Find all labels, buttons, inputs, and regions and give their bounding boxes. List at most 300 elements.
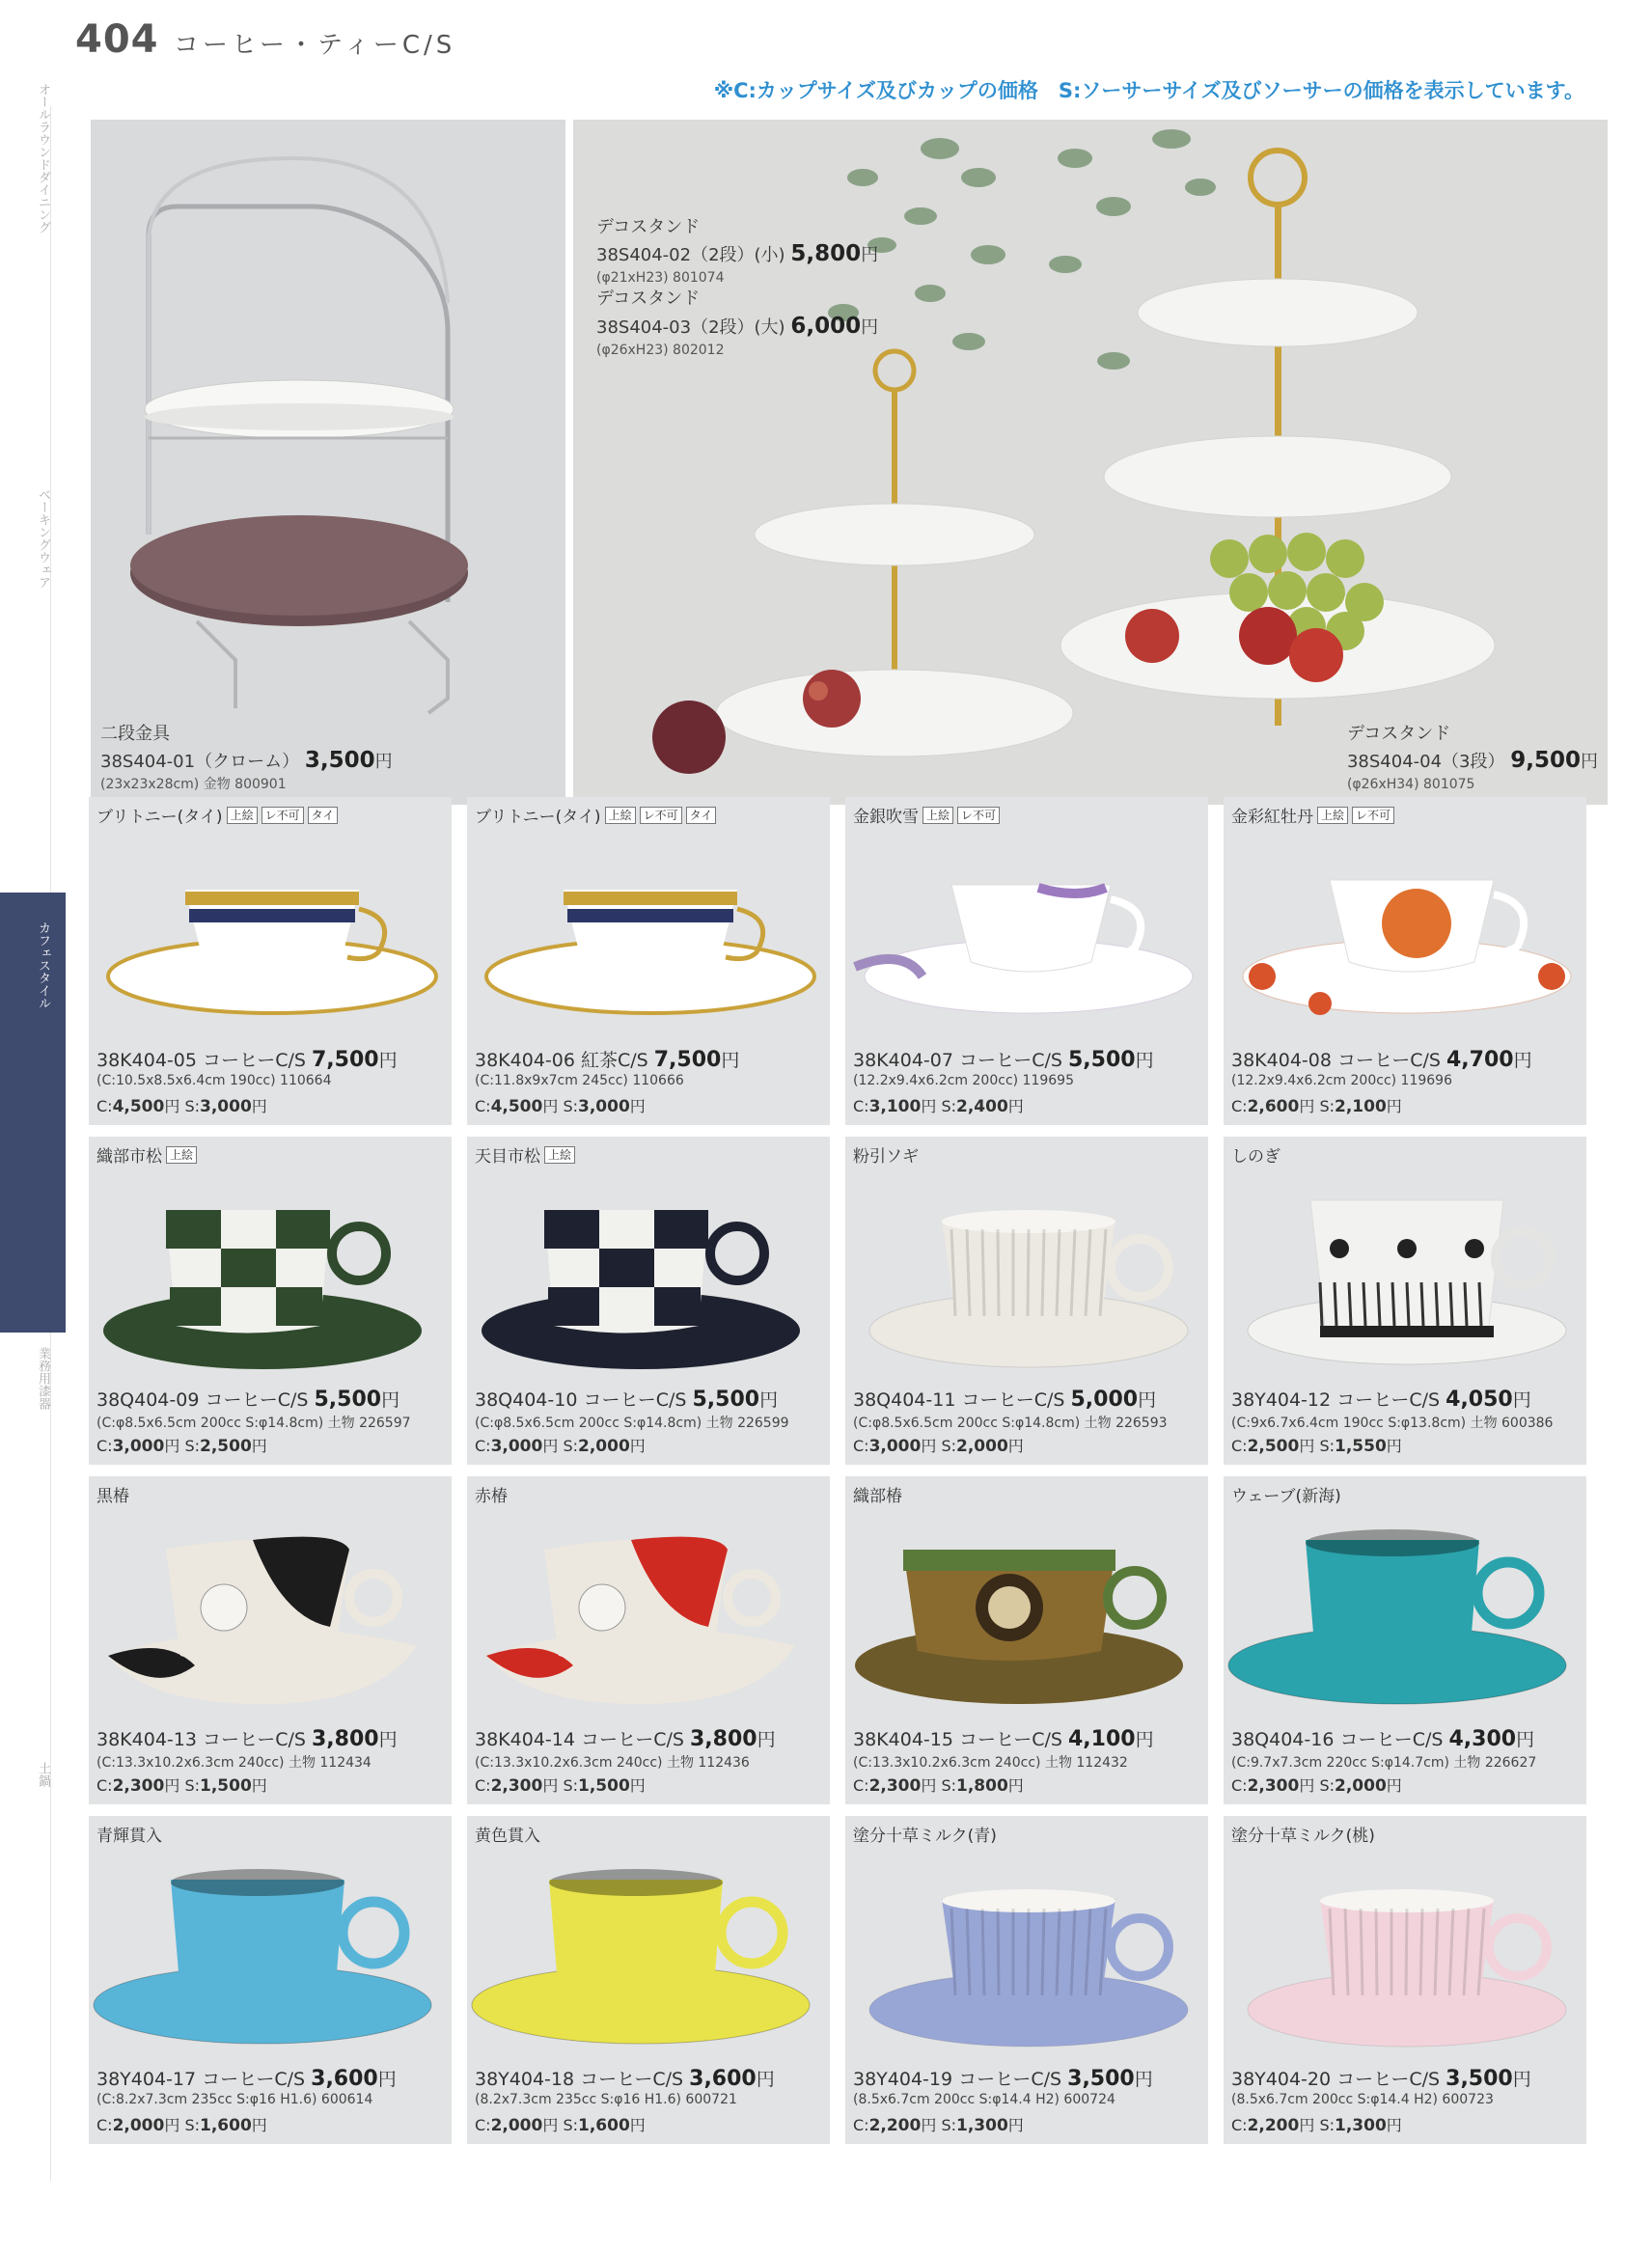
product-name: 織部市松 [96, 1147, 162, 1167]
price-unit: 円 [1386, 2116, 1402, 2134]
product-price: 5,000 [1070, 1388, 1139, 1412]
cup-saucer-prices [96, 1094, 267, 1116]
saucer-price-label: S: [1319, 1437, 1335, 1455]
product-name: 青輝貫入 [96, 1827, 162, 1846]
product-card[interactable] [1224, 1137, 1586, 1465]
product-price: 4,300 [1448, 1727, 1517, 1751]
cup-price: 3,000 [868, 1437, 922, 1456]
product-code-row [1231, 1725, 1534, 1751]
cup-price-label: C: [475, 2116, 491, 2134]
product-price: 3,500 [1067, 2067, 1135, 2091]
product-card[interactable] [1224, 797, 1586, 1125]
cup-saucer-prices [96, 1434, 267, 1456]
product-code: 38K404-07 コーヒーC/S [853, 1050, 1062, 1071]
cup-price-label: C: [1231, 1437, 1248, 1455]
price-unit: 円 [251, 1097, 267, 1115]
hero-left-caption [100, 723, 393, 794]
price-unit: 円 [1299, 2116, 1315, 2134]
product-name-row [475, 1822, 540, 1846]
product-code: 38K404-05 コーヒーC/S [96, 1050, 306, 1071]
product-spec: (C:13.3x10.2x6.3cm 240cc) 土物 112432 [853, 1755, 1128, 1771]
cup-price: 2,300 [868, 1776, 922, 1796]
product-card[interactable] [845, 1137, 1208, 1465]
product-card[interactable] [89, 797, 452, 1125]
price-unit: 円 [251, 1776, 267, 1795]
product-card[interactable] [89, 1137, 452, 1465]
product-card[interactable] [467, 1816, 830, 2144]
product-name: 金銀吹雪 [853, 808, 919, 827]
cup-saucer-image [1224, 1171, 1586, 1384]
cup-saucer-prices [96, 2113, 267, 2135]
product-badge: レ不可 [1352, 807, 1394, 824]
saucer-price-label: S: [563, 2116, 578, 2134]
product-card[interactable] [1224, 1476, 1586, 1804]
product-name: デコスタンド [1346, 724, 1451, 744]
price-unit: 円 [251, 2116, 267, 2134]
product-spec: (8.2x7.3cm 235cc S:φ16 H1.6) 600721 [475, 2092, 737, 2107]
cup-saucer-prices [853, 1773, 1024, 1796]
price-unit: 円 [542, 1776, 559, 1795]
product-code-row [475, 1725, 776, 1751]
product-code-row [96, 2065, 397, 2091]
product-spec: (C:9.7x7.3cm 220cc S:φ14.7cm) 土物 226627 [1231, 1755, 1537, 1771]
saucer-price-label: S: [941, 1097, 956, 1115]
cup-price-label: C: [853, 1097, 869, 1115]
cup-price-label: C: [475, 1776, 491, 1795]
price-unit: 円 [629, 1437, 646, 1455]
product-code: 38K404-14 コーヒーC/S [475, 1729, 684, 1750]
product-price: 4,700 [1446, 1048, 1514, 1072]
product-spec: (8.5x6.7cm 200cc S:φ14.4 H2) 600724 [853, 2092, 1115, 2107]
saucer-price-label: S: [941, 1437, 956, 1455]
product-name-row [853, 1482, 902, 1506]
hero-right-caption-bottom [1347, 723, 1598, 794]
product-card[interactable] [89, 1816, 452, 2144]
cup-price: 2,000 [112, 2116, 165, 2135]
cup-saucer-prices [1231, 1094, 1402, 1116]
hero-stand-photo [573, 120, 1608, 805]
product-spec: (12.2x9.4x6.2cm 200cc) 119696 [1231, 1073, 1452, 1088]
product-price: 3,800 [312, 1727, 379, 1751]
price-unit: 円 [861, 316, 879, 338]
cup-saucer-prices [475, 1094, 646, 1116]
cup-saucer-image [845, 1171, 1208, 1384]
product-spec: (C:φ8.5x6.5cm 200cc S:φ14.8cm) 土物 226593 [853, 1416, 1168, 1431]
product-code-row [475, 2065, 775, 2091]
cup-price-label: C: [475, 1437, 491, 1455]
product-name: 粉引ソギ [853, 1147, 919, 1167]
product-price: 3,500 [1446, 2067, 1513, 2091]
product-name: 金彩紅牡丹 [1231, 808, 1313, 827]
product-name: デコスタンド [596, 289, 701, 310]
product-spec: (C:8.2x7.3cm 235cc S:φ16 H1.6) 600614 [96, 2092, 373, 2107]
product-spec: (C:9x6.7x6.4cm 190cc S:φ13.8cm) 土物 600386 [1231, 1416, 1554, 1431]
product-price: 5,500 [692, 1388, 760, 1412]
cup-price-label: C: [96, 1776, 113, 1795]
product-name: 塗分十草ミルク(青) [853, 1827, 997, 1846]
product-card[interactable] [467, 1476, 830, 1804]
product-badge: 上絵 [922, 807, 953, 824]
side-tab-cafe-style[interactable]: カフェスタイル [0, 893, 66, 1333]
product-name: しのぎ [1231, 1147, 1280, 1167]
price-unit: 円 [377, 2069, 397, 2090]
product-name: デコスタンド [596, 217, 701, 237]
product-badge: タイ [686, 807, 717, 824]
product-spec: (C:13.3x10.2x6.3cm 240cc) 土物 112434 [96, 1755, 372, 1771]
product-name-row [1231, 1822, 1375, 1846]
product-code-row [853, 1386, 1156, 1412]
product-code-row [853, 2065, 1153, 2091]
product-code-row [1231, 1046, 1532, 1072]
product-badge: タイ [308, 807, 339, 824]
product-code: 38K404-08 コーヒーC/S [1231, 1050, 1441, 1071]
price-note: ※C:カップサイズ及びカップの価格 S:ソーサーサイズ及びソーサーの価格を表示しています。 [713, 79, 1584, 102]
product-price: 4,100 [1068, 1727, 1136, 1751]
product-badge: 上絵 [227, 807, 258, 824]
product-price: 7,500 [312, 1048, 379, 1072]
saucer-price: 3,000 [200, 1097, 252, 1116]
product-badge: 上絵 [166, 1146, 197, 1164]
hero-rack-photo [91, 120, 565, 805]
price-unit: 円 [1299, 1437, 1315, 1455]
side-tab-donabe[interactable]: 土鍋 [36, 1762, 50, 1787]
product-name-row [96, 1482, 129, 1506]
product-code-row [96, 1725, 398, 1751]
product-name: ブリトニー(タイ) [475, 808, 601, 827]
price-unit: 円 [1512, 1389, 1531, 1411]
cup-price-label: C: [1231, 2116, 1248, 2134]
saucer-price-label: S: [1319, 2116, 1335, 2134]
saucer-price: 1,600 [578, 2116, 630, 2135]
product-spec: (23x23x28cm) 金物 800901 [100, 777, 287, 793]
product-code-row [96, 1046, 398, 1072]
saucer-price: 3,000 [578, 1097, 630, 1116]
product-price: 5,500 [314, 1388, 382, 1412]
product-card[interactable] [467, 797, 830, 1125]
price-unit: 円 [378, 1050, 398, 1071]
price-unit: 円 [1007, 1097, 1024, 1115]
product-price: 3,500 [304, 748, 375, 774]
product-price: 3,600 [689, 2067, 757, 2091]
saucer-price: 1,600 [200, 2116, 252, 2135]
product-code-row [96, 1386, 399, 1412]
product-code: 38K404-15 コーヒーC/S [853, 1729, 1062, 1750]
cup-saucer-prices [1231, 1434, 1402, 1456]
saucer-price-label: S: [184, 1097, 200, 1115]
cup-saucer-image [1224, 1851, 1586, 2063]
cup-price: 2,300 [1247, 1776, 1300, 1796]
product-price: 5,800 [790, 241, 862, 267]
price-unit: 円 [1138, 1389, 1157, 1411]
cup-price: 3,000 [490, 1437, 543, 1456]
product-badge: 上絵 [544, 1146, 575, 1164]
product-code: 38S404-03（2段）(大) [596, 316, 785, 338]
product-price: 6,000 [790, 313, 862, 339]
cup-price: 2,300 [112, 1776, 165, 1796]
saucer-price-label: S: [941, 1776, 956, 1795]
price-unit: 円 [1386, 1776, 1402, 1795]
saucer-price: 2,000 [956, 1437, 1008, 1456]
product-name-row [853, 1142, 919, 1167]
cup-saucer-image [89, 1851, 452, 2063]
product-spec: (8.5x6.7cm 200cc S:φ14.4 H2) 600723 [1231, 2092, 1494, 2107]
product-name-row [1231, 1482, 1341, 1506]
cup-price: 4,500 [112, 1097, 165, 1116]
product-code: 38Y404-18 コーヒーC/S [475, 2069, 684, 2090]
cup-saucer-image [467, 832, 830, 1044]
cup-saucer-image [1224, 1511, 1586, 1723]
product-code: 38K404-13 コーヒーC/S [96, 1729, 306, 1750]
product-name-row [96, 1142, 197, 1167]
product-spec: (C:φ8.5x6.5cm 200cc S:φ14.8cm) 土物 226597 [96, 1416, 411, 1431]
cup-saucer-prices [475, 1434, 646, 1456]
cup-saucer-prices [853, 1434, 1024, 1456]
product-name: 織部椿 [853, 1487, 902, 1506]
price-unit: 円 [1007, 1437, 1024, 1455]
product-code: 38S404-02（2段）(小) [596, 245, 785, 266]
cup-price-label: C: [475, 1097, 491, 1115]
price-unit: 円 [1386, 1097, 1402, 1115]
saucer-price: 1,550 [1335, 1437, 1387, 1456]
product-code-row [853, 1046, 1154, 1072]
product-name: 黄色貫入 [475, 1827, 540, 1846]
price-unit: 円 [164, 1776, 180, 1795]
price-unit: 円 [721, 1050, 740, 1071]
price-unit: 円 [921, 1437, 937, 1455]
price-unit: 円 [381, 1389, 400, 1411]
cup-price-label: C: [96, 1097, 113, 1115]
price-unit: 円 [542, 1097, 559, 1115]
price-unit: 円 [756, 2069, 775, 2090]
product-code-row [853, 1725, 1154, 1751]
product-price: 3,600 [311, 2067, 378, 2091]
rack-illustration [91, 120, 565, 805]
price-unit: 円 [378, 1729, 398, 1750]
product-spec: (C:11.8x9x7cm 245cc) 110666 [475, 1073, 684, 1088]
product-code: 38S404-04（3段） [1346, 752, 1505, 773]
product-code: 38Y404-20 コーヒーC/S [1231, 2069, 1441, 2090]
cup-saucer-image [845, 1851, 1208, 2063]
price-unit: 円 [1007, 2116, 1024, 2134]
cup-saucer-image [467, 1511, 830, 1723]
hero-right-caption-top [596, 216, 878, 359]
saucer-price: 1,500 [200, 1776, 252, 1796]
product-code-row [475, 1046, 739, 1072]
product-name: 塗分十草ミルク(桃) [1231, 1827, 1375, 1846]
price-unit: 円 [1299, 1776, 1315, 1795]
price-unit: 円 [759, 1389, 779, 1411]
cup-saucer-image [467, 1171, 830, 1384]
product-badge: 上絵 [1317, 807, 1348, 824]
saucer-price: 1,300 [956, 2116, 1008, 2135]
product-name: 黒椿 [96, 1487, 129, 1506]
saucer-price-label: S: [563, 1776, 578, 1795]
cup-price: 2,500 [1247, 1437, 1300, 1456]
product-card[interactable] [845, 797, 1208, 1125]
cup-saucer-prices [1231, 1773, 1402, 1796]
product-price: 5,500 [1068, 1048, 1136, 1072]
product-badge: レ不可 [957, 807, 1000, 824]
saucer-price: 2,000 [1335, 1776, 1387, 1796]
cup-price-label: C: [96, 1437, 113, 1455]
cup-price: 2,000 [490, 2116, 543, 2135]
product-badge: レ不可 [262, 807, 304, 824]
product-spec: (φ26xH23) 802012 [596, 342, 725, 358]
saucer-price-label: S: [563, 1437, 578, 1455]
cup-saucer-image [467, 1851, 830, 2063]
cup-saucer-image [89, 832, 452, 1044]
price-unit: 円 [164, 1097, 180, 1115]
side-tab-all-round[interactable]: オールラウンドダイニング [36, 83, 50, 234]
price-unit: 円 [251, 1437, 267, 1455]
price-unit: 円 [921, 1776, 937, 1795]
price-unit: 円 [629, 1097, 646, 1115]
cup-price-label: C: [853, 1437, 869, 1455]
cup-price: 3,000 [112, 1437, 165, 1456]
product-code: 38Q404-10 コーヒーC/S [475, 1389, 687, 1411]
saucer-price-label: S: [184, 1776, 200, 1795]
price-unit: 円 [1135, 1729, 1154, 1750]
product-card[interactable] [1224, 1816, 1586, 2144]
product-spec: (C:φ8.5x6.5cm 200cc S:φ14.8cm) 土物 226599 [475, 1416, 789, 1431]
cup-saucer-prices [853, 1094, 1024, 1116]
saucer-price: 1,800 [956, 1776, 1008, 1796]
cup-price: 2,200 [1247, 2116, 1300, 2135]
cup-saucer-prices [853, 2113, 1024, 2135]
product-name-row [1231, 803, 1394, 827]
product-code: 38Q404-11 コーヒーC/S [853, 1389, 1065, 1411]
product-code: 38Q404-09 コーヒーC/S [96, 1389, 309, 1411]
side-tab-lacquerware[interactable]: 業務用漆器 [36, 1347, 50, 1410]
product-name-row [96, 803, 338, 827]
product-name: 天目市松 [475, 1147, 540, 1167]
cup-saucer-prices [475, 2113, 646, 2135]
product-spec: (φ21xH23) 801074 [596, 270, 725, 287]
saucer-price: 2,100 [1335, 1097, 1387, 1116]
saucer-price: 2,000 [578, 1437, 630, 1456]
price-unit: 円 [164, 2116, 180, 2134]
product-price: 3,800 [690, 1727, 757, 1751]
product-card[interactable] [845, 1476, 1208, 1804]
saucer-price-label: S: [184, 1437, 200, 1455]
product-price: 9,500 [1510, 748, 1581, 774]
price-unit: 円 [629, 2116, 646, 2134]
price-unit: 円 [1386, 1437, 1402, 1455]
saucer-price-label: S: [1319, 1097, 1335, 1115]
page-number: 404 [75, 17, 159, 62]
price-unit: 円 [542, 2116, 559, 2134]
cup-price: 2,300 [490, 1776, 543, 1796]
cup-price: 4,500 [490, 1097, 543, 1116]
product-name-row [475, 1482, 508, 1506]
product-code: 38Y404-12 コーヒーC/S [1231, 1389, 1441, 1411]
product-price: 7,500 [653, 1048, 722, 1072]
saucer-price-label: S: [941, 2116, 956, 2134]
price-unit: 円 [1512, 2069, 1531, 2090]
product-badge: 上絵 [605, 807, 636, 824]
price-unit: 円 [629, 1776, 646, 1795]
product-card[interactable] [467, 1137, 830, 1465]
product-name-row [853, 803, 1000, 827]
price-unit: 円 [921, 1097, 937, 1115]
cup-price: 2,600 [1247, 1097, 1300, 1116]
product-name: 赤椿 [475, 1487, 508, 1506]
product-spec: (12.2x9.4x6.2cm 200cc) 119695 [853, 1073, 1074, 1088]
price-unit: 円 [1513, 1050, 1532, 1071]
product-code-row [1231, 1386, 1531, 1412]
product-code: 38Y404-19 コーヒーC/S [853, 2069, 1062, 2090]
product-code-row [475, 1386, 778, 1412]
product-badge: レ不可 [640, 807, 682, 824]
product-price: 4,050 [1446, 1388, 1513, 1412]
product-spec: (C:10.5x8.5x6.4cm 190cc) 110664 [96, 1073, 332, 1088]
price-unit: 円 [861, 245, 879, 266]
price-unit: 円 [1007, 1776, 1024, 1795]
cup-price: 2,200 [868, 2116, 922, 2135]
product-name-row [96, 1822, 162, 1846]
product-card[interactable] [89, 1476, 452, 1804]
product-name: ウェーブ(新海) [1231, 1487, 1341, 1506]
product-name: 二段金具 [100, 724, 170, 744]
price-unit: 円 [374, 752, 393, 773]
saucer-price: 2,400 [956, 1097, 1008, 1116]
cup-price-label: C: [853, 1776, 869, 1795]
cup-saucer-prices [475, 1773, 646, 1796]
cup-saucer-image [845, 832, 1208, 1044]
cup-price-label: C: [853, 2116, 869, 2134]
price-unit: 円 [1516, 1729, 1535, 1750]
saucer-price-label: S: [1319, 1776, 1335, 1795]
price-unit: 円 [164, 1437, 180, 1455]
cup-saucer-image [89, 1511, 452, 1723]
product-code-row [1231, 2065, 1531, 2091]
product-spec: (φ26xH34) 801075 [1346, 777, 1475, 793]
price-unit: 円 [921, 2116, 937, 2134]
saucer-price-label: S: [184, 2116, 200, 2134]
product-name-row [853, 1822, 997, 1846]
product-code: 38Y404-17 コーヒーC/S [96, 2069, 306, 2090]
cup-saucer-prices [96, 1773, 267, 1796]
cup-price-label: C: [96, 2116, 113, 2134]
cup-saucer-image [1224, 832, 1586, 1044]
saucer-price: 2,500 [200, 1437, 252, 1456]
price-unit: 円 [1135, 1050, 1154, 1071]
cup-price: 3,100 [868, 1097, 922, 1116]
page-title: コーヒー・ティーC/S [174, 31, 456, 60]
product-code: 38S404-01（クローム） [100, 752, 300, 773]
cup-saucer-image [89, 1171, 452, 1384]
saucer-price-label: S: [563, 1097, 578, 1115]
price-unit: 円 [1581, 752, 1598, 773]
product-name-row [475, 1142, 575, 1167]
product-name-row [1231, 1142, 1280, 1167]
saucer-price: 1,500 [578, 1776, 630, 1796]
cup-price-label: C: [1231, 1776, 1248, 1795]
product-name-row [475, 803, 716, 827]
product-name: ブリトニー(タイ) [96, 808, 223, 827]
price-unit: 円 [1134, 2069, 1153, 2090]
product-spec: (C:13.3x10.2x6.3cm 240cc) 土物 112436 [475, 1755, 750, 1771]
price-unit: 円 [757, 1729, 776, 1750]
product-card[interactable] [845, 1816, 1208, 2144]
product-code: 38Q404-16 コーヒーC/S [1231, 1729, 1444, 1750]
side-tab-baking[interactable]: ベーキングウェア [36, 488, 50, 589]
price-unit: 円 [1299, 1097, 1315, 1115]
product-code: 38K404-06 紅茶C/S [475, 1050, 648, 1071]
price-unit: 円 [542, 1437, 559, 1455]
cup-price-label: C: [1231, 1097, 1248, 1115]
cup-saucer-image [845, 1511, 1208, 1723]
